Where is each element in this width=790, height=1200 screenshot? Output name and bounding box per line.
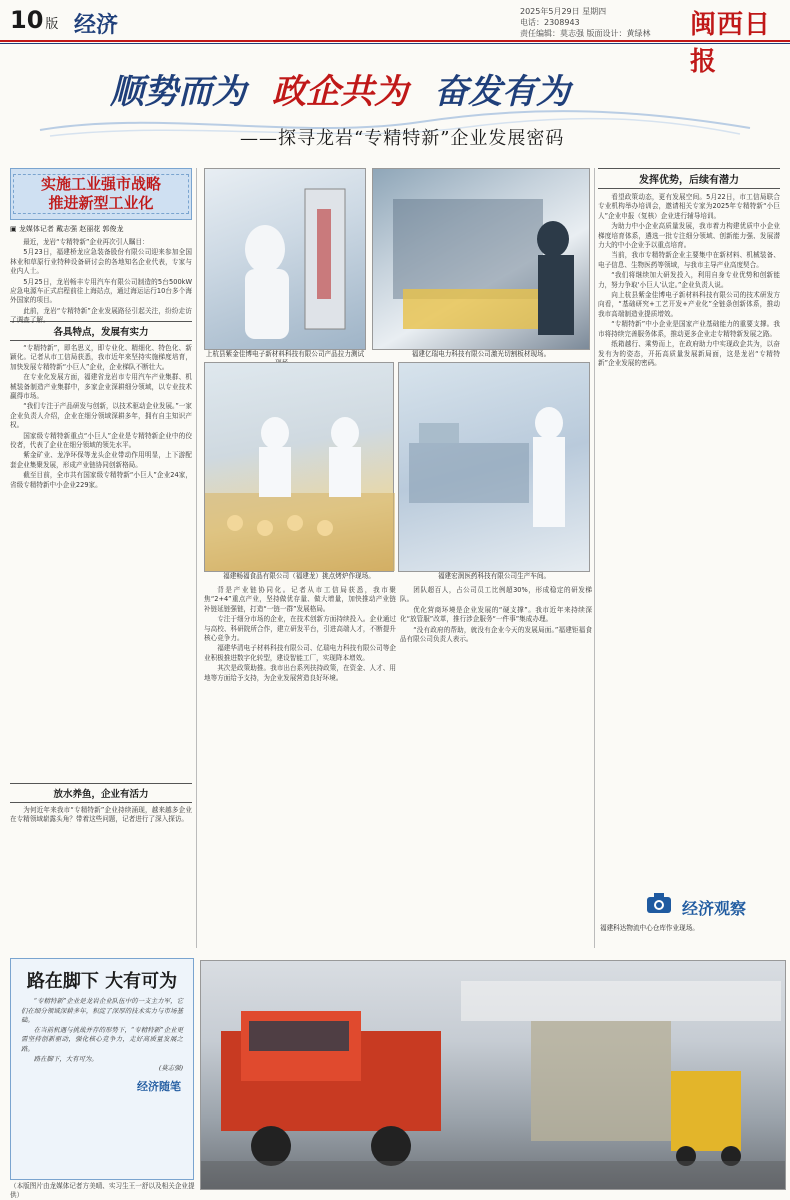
headline-part1: 顺势而为 bbox=[110, 72, 246, 112]
lab-illustration bbox=[205, 169, 367, 349]
laser-illustration bbox=[373, 169, 591, 349]
right-subhead: 发挥优势，后续有潜力 bbox=[598, 168, 780, 189]
middle-text-1: 背是产业链协同化。记者从市工信局获悉，我市聚焦“2+4”重点产业，坚持做优存量、做大增量，加快推动产业链补链延链强链，打造“一链一群”发展格局。 专注于细分市场的企业，在技术创新方面持续投入。企业通过与高校、科研院所合作，建立研发平台，引进高端人才，不断提升核心竞争力。 福建华清电子材料科技有限公司、亿瑞电力科技有限公司等企业积极推进数字化转型，建设智能工厂，实现降本增效。 其次是政策助推。我市出台系列扶持政策，在资金、人才、用地等方面给予支持，为企业发展营造良好环境。 bbox=[204, 586, 396, 682]
header-rule bbox=[0, 40, 790, 42]
body-vitality: 为何近年来我市“专精特新”企业持续涌现，越来越多企业在专精领域崭露头角？带着这些问题，记者进行了深入探访。 bbox=[10, 806, 192, 824]
photo-credit: （本版图片由龙媒体记者方美晴、实习生王一舒以及相关企业提供） bbox=[10, 1182, 195, 1199]
essay-title: 路在脚下 大有可为 bbox=[26, 971, 178, 992]
middle-text-2: 团队超百人，占公司员工比例超30%，形成稳定的研发梯队。 优化营商环境是企业发展的“硬支撑”。我市近年来持续深化“放管服”改革，推行涉企服务“一件事”集成办理。 “没有政府的帮助，就没有企业今天的发展局面。”福建钜福食品有限公司负责人表示。 bbox=[400, 586, 592, 644]
theme-box bbox=[10, 168, 192, 220]
byline: ▣ 龙媒体记者 戴志强 赵丽花 郭俊龙 bbox=[10, 225, 124, 233]
page-number: 10 版 bbox=[10, 6, 59, 34]
body-features: “专精特新”，即名思义，即专业化、精细化、特色化、新颖化。记者从市工信局获悉，我市近年来坚持实施梯度培育，加快发展专精特新“小巨人”企业，企业梯队不断壮大。 在专业化发展方面，福建省龙岩市专用汽车产业集群、机械装备制造产业集群中，多家企业深耕细分领域，以专业技术赢得市场。 “我们专注于产品研发与创新，以技术驱动企业发展。”一家企业负责人介绍，企业在细分领域深耕多年，拥有自主知识产权。 国家级专精特新重点“小巨人”企业是专精特新企业中的佼佼者，代表了企业在细分领域的领先水平。 紫金矿业、龙净环保等龙头企业带动作用明显，上下游配套企业集聚发展，形成产业链协同创新格局。 截至目前，全市共有国家级专精特新“小巨人”企业24家，省级专精特新中小企业229家。 bbox=[10, 344, 192, 489]
essay-tag: 经济随笔 bbox=[137, 1079, 181, 1093]
photo-caption-4: 福建宏润医药科技有限公司生产车间。 bbox=[437, 572, 551, 580]
right-column bbox=[598, 168, 780, 893]
photo-caption-1: 上杭县紫金佳博电子新材料科技有限公司产品拉力测试 bbox=[205, 350, 365, 358]
header-rule-thin bbox=[0, 43, 790, 44]
column-divider-right bbox=[594, 168, 595, 948]
essay-author: (莫志强) bbox=[158, 1064, 183, 1073]
truck-illustration bbox=[201, 961, 785, 1189]
headline-part3: 奋发有为 bbox=[434, 72, 570, 112]
pharma-illustration bbox=[399, 363, 591, 571]
food-illustration bbox=[205, 363, 395, 571]
newspaper-logo: 闽西日报 bbox=[690, 10, 772, 77]
observation-caption: 福建科达物流中心仓库作业现场。 bbox=[600, 924, 699, 932]
logistics-warehouse-photo bbox=[200, 960, 786, 1190]
theme-line2: 推进新型工业化 bbox=[48, 194, 154, 212]
main-headline bbox=[110, 64, 570, 113]
photo-caption-2: 福建亿瑞电力科技有限公司激光切割板材现场。 bbox=[411, 350, 551, 358]
photo-block-2 bbox=[372, 168, 590, 359]
laser-cutting-photo bbox=[372, 168, 590, 350]
right-body: 看望政策动态，更有发展空间。5月22日，市工信局联合专业机构举办培训会，邀请相关专家为2025年专精特新“小巨人”企业申报（复核）企业进行辅导培训。 为助力中小企业高质量发展，我市着力构建优质中小企业梯度培育体系，遴选一批专注细分领域、创新能力强、发展潜力大的中小企业予以重点培育。 当前，我市专精特新企业主要集中在新材料、机械装备、电子信息、生物医药等领域，与我市主导产业高度契合。 “我们将继续加大研发投入，利用自身专业优势和创新能力，努力争取‘小巨人’认定。”企业负责人说。 向上杭县紫金佳博电子新材料科技有限公司的技术研发方向看，“基础研究+工艺开发+产业化”全链条创新体系，推动我市高端制造业提质增效。 “专精特新”中小企业是国家产业基础能力的重要支撑。我市将持续完善服务体系，推动更多企业走专精特新发展之路。 纸箱越行、乘势而上，在政府助力中实现政企共为，以奋发有为的姿态，开拓高质量发展新局面，这是龙岩“专精特新”企业发展的密码。 bbox=[598, 193, 780, 367]
theme-line1: 实施工业强市战略 bbox=[40, 175, 161, 193]
photo-caption-3: 福建畅福食品有限公司（福建龙）挑点烤炉作现场。 bbox=[223, 572, 375, 580]
page-header bbox=[0, 0, 790, 77]
issue-phone: 电话：2308943 bbox=[520, 18, 580, 27]
section-name: 经济 bbox=[74, 13, 119, 38]
photo-block-1 bbox=[204, 168, 366, 368]
intro-text: 最近，龙岩“专精特新”企业再次引人瞩目： 5月23日，福建桥龙应急装备股份有限公司迎来参加全国林业和草原行业特种设备研讨会的各地知名企业代表，专家与业内人士。 5月25日，龙岩畅丰专用汽车有限公司制造的5台500kW应急电源车正式启程前往上海站点，通过海运运行10台多个海外国家的项目。 此前，龙岩“专精特新”企业发展路径引起关注，纷纷走访了调查了解。 bbox=[10, 238, 192, 325]
sub-headline: ——探寻龙岩“专精特新”企业发展密码 bbox=[240, 128, 565, 149]
headline-part2: 政企共为 bbox=[272, 72, 408, 112]
lab-test-photo bbox=[204, 168, 366, 350]
essay-box bbox=[10, 958, 194, 1180]
essay-text: “专精特新”企业是龙岩企业队伍中的一支主力军，它们在细分领域深耕多年，积淀了深厚的技术实力与市场基础。 在当前机遇与挑战并存的形势下，“专精特新”企业更需坚持创新驱动，强化核心竞争力，走好高质量发展之路。 路在脚下，大有可为。 (莫志强) bbox=[21, 997, 183, 1073]
issue-date: 2025年5月29日 星期四 bbox=[520, 7, 607, 16]
observation-title: 经济观察 bbox=[682, 899, 747, 918]
photo-block-4 bbox=[398, 362, 590, 581]
column-divider bbox=[196, 168, 197, 948]
issue-meta bbox=[520, 6, 690, 39]
camera-icon bbox=[646, 892, 672, 914]
headline-area bbox=[0, 50, 790, 162]
left-column bbox=[10, 168, 192, 830]
pharma-workshop-photo bbox=[398, 362, 590, 572]
issue-editors: 责任编辑：莫志强 版面设计：黄绿林 bbox=[520, 29, 651, 38]
subhead-features: 各具特点，发展有实力 bbox=[10, 321, 192, 341]
photo-block-3 bbox=[204, 362, 394, 581]
food-production-photo bbox=[204, 362, 394, 572]
subhead-vitality: 放水养鱼，企业有活力 bbox=[10, 783, 192, 803]
